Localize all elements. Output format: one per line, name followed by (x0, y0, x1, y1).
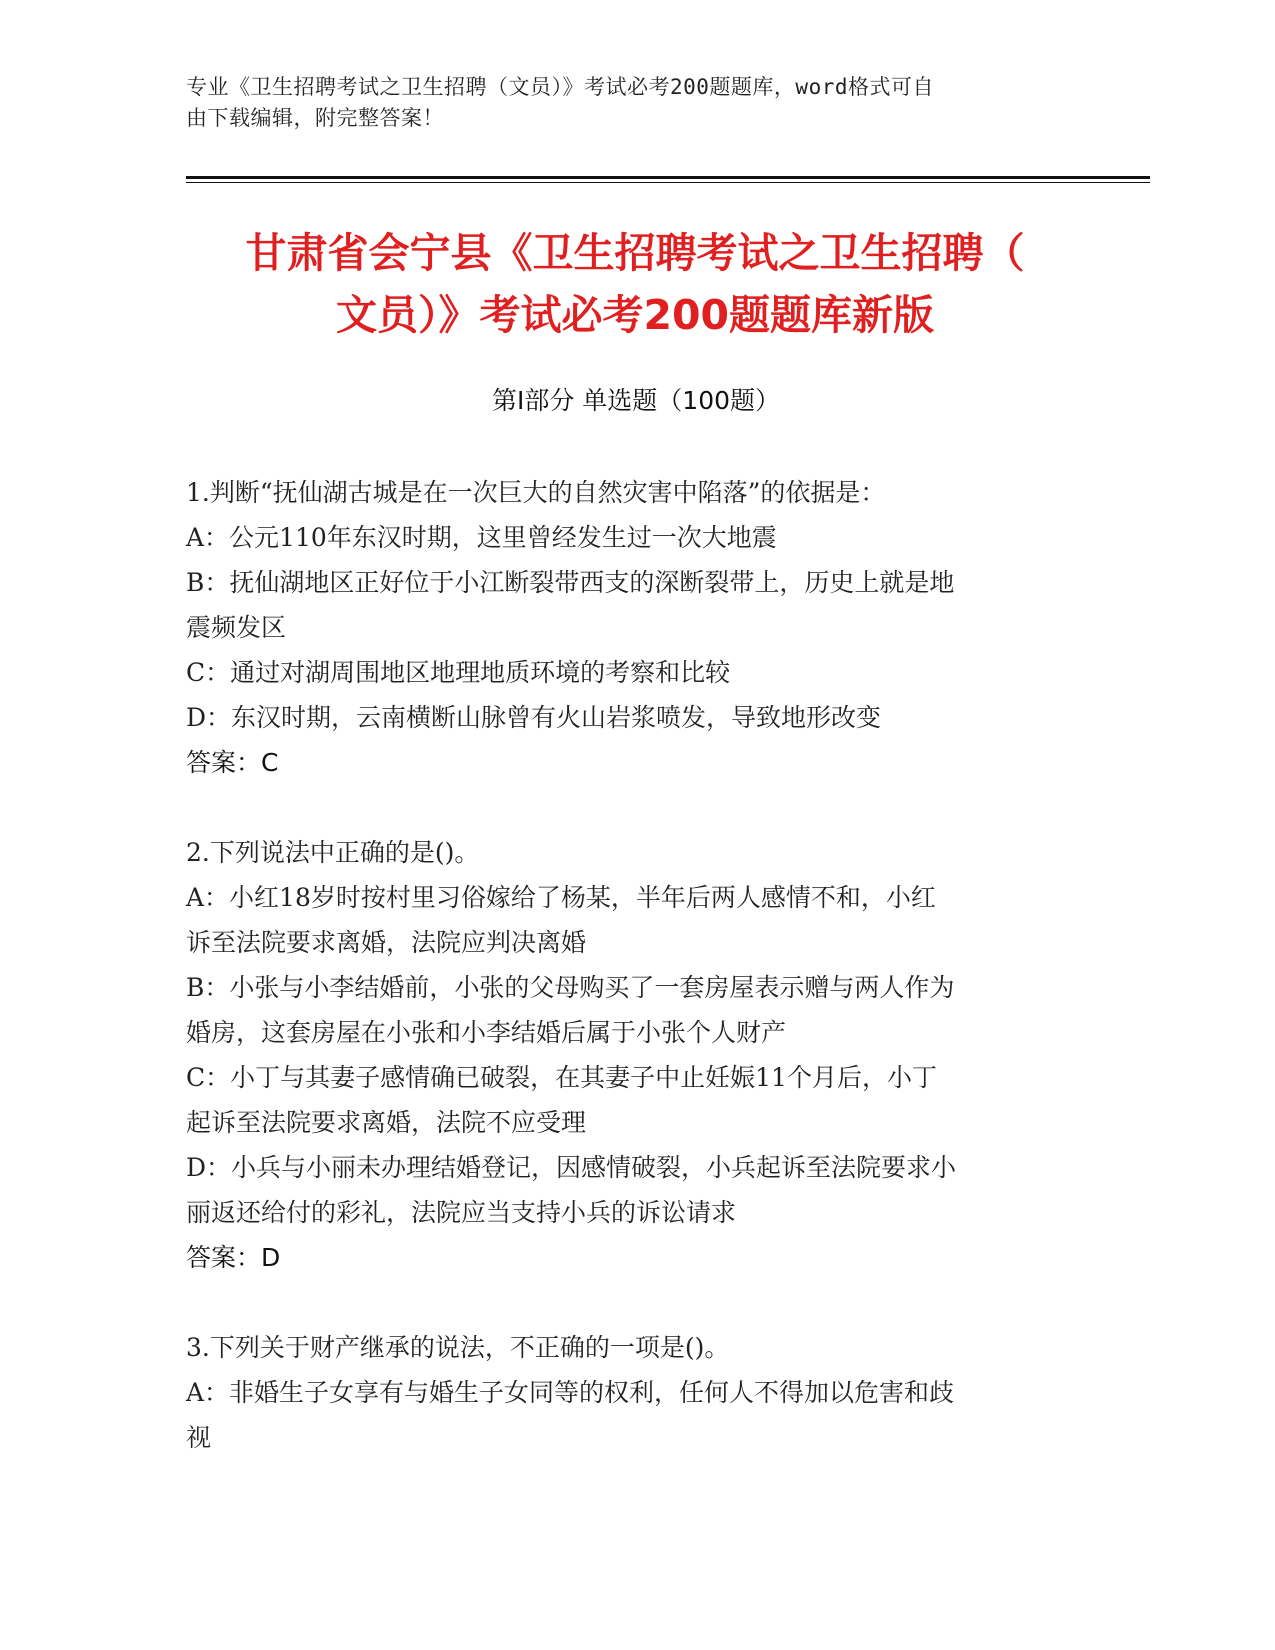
document-title-line: 甘肃省会宁县《卫生招聘考试之卫生招聘（ (245, 229, 1025, 277)
document-title (140, 222, 1130, 346)
question-stem: 1.判断“抚仙湖古城是在一次巨大的自然灾害中陷落”的依据是： (186, 478, 886, 507)
header-note-line: 专业《卫生招聘考试之卫生招聘（文员）》考试必考200题题库，word格式可自 (186, 75, 934, 99)
answer-line: 答案：C (186, 748, 279, 777)
option-line: A：小红18岁时按村里习俗嫁给了杨某，半年后两人感情不和，小红 (186, 883, 936, 912)
option-line: 视 (186, 1423, 212, 1452)
option-line: C：通过对湖周围地区地理地质环境的考察和比较 (186, 658, 731, 687)
question-stem: 3.下列关于财产继承的说法，不正确的一项是()。 (186, 1333, 730, 1362)
option-line: D：小兵与小丽未办理结婚登记，因感情破裂，小兵起诉至法院要求小 (186, 1153, 957, 1182)
option-line: C：小丁与其妻子感情确已破裂，在其妻子中止妊娠11个月后，小丁 (186, 1063, 937, 1092)
option-line: 诉至法院要求离婚，法院应判决离婚 (186, 928, 587, 957)
question-list (186, 470, 1066, 1505)
option-line: B：小张与小李结婚前，小张的父母购买了一套房屋表示赠与两人作为 (186, 973, 955, 1002)
option-line: 震频发区 (186, 613, 287, 642)
option-line: B：抚仙湖地区正好位于小江断裂带西支的深断裂带上，历史上就是地 (186, 568, 955, 597)
header-note-line: 由下载编辑，附完整答案！ (186, 106, 444, 130)
header-note (186, 72, 1066, 134)
header-divider-thin (186, 182, 1150, 183)
option-line: D：东汉时期，云南横断山脉曾有火山岩浆喷发，导致地形改变 (186, 703, 882, 732)
section-title: 第I部分 单选题（100题） (491, 386, 781, 415)
question-3 (186, 1325, 1066, 1460)
header-divider (186, 176, 1150, 179)
option-line: 起诉至法院要求离婚，法院不应受理 (186, 1108, 587, 1137)
option-line: A：非婚生子女享有与婚生子女同等的权利，任何人不得加以危害和歧 (186, 1378, 955, 1407)
question-2 (186, 830, 1066, 1280)
option-line: 婚房，这套房屋在小张和小李结婚后属于小张个人财产 (186, 1018, 787, 1047)
option-line: 丽返还给付的彩礼，法院应当支持小兵的诉讼请求 (186, 1198, 737, 1227)
question-stem: 2.下列说法中正确的是()。 (186, 838, 480, 867)
answer-line: 答案：D (186, 1243, 281, 1272)
option-line: A：公元110年东汉时期，这里曾经发生过一次大地震 (186, 523, 777, 552)
question-1 (186, 470, 1066, 785)
document-title-line: 文员）》考试必考200题题库新版 (335, 291, 935, 339)
